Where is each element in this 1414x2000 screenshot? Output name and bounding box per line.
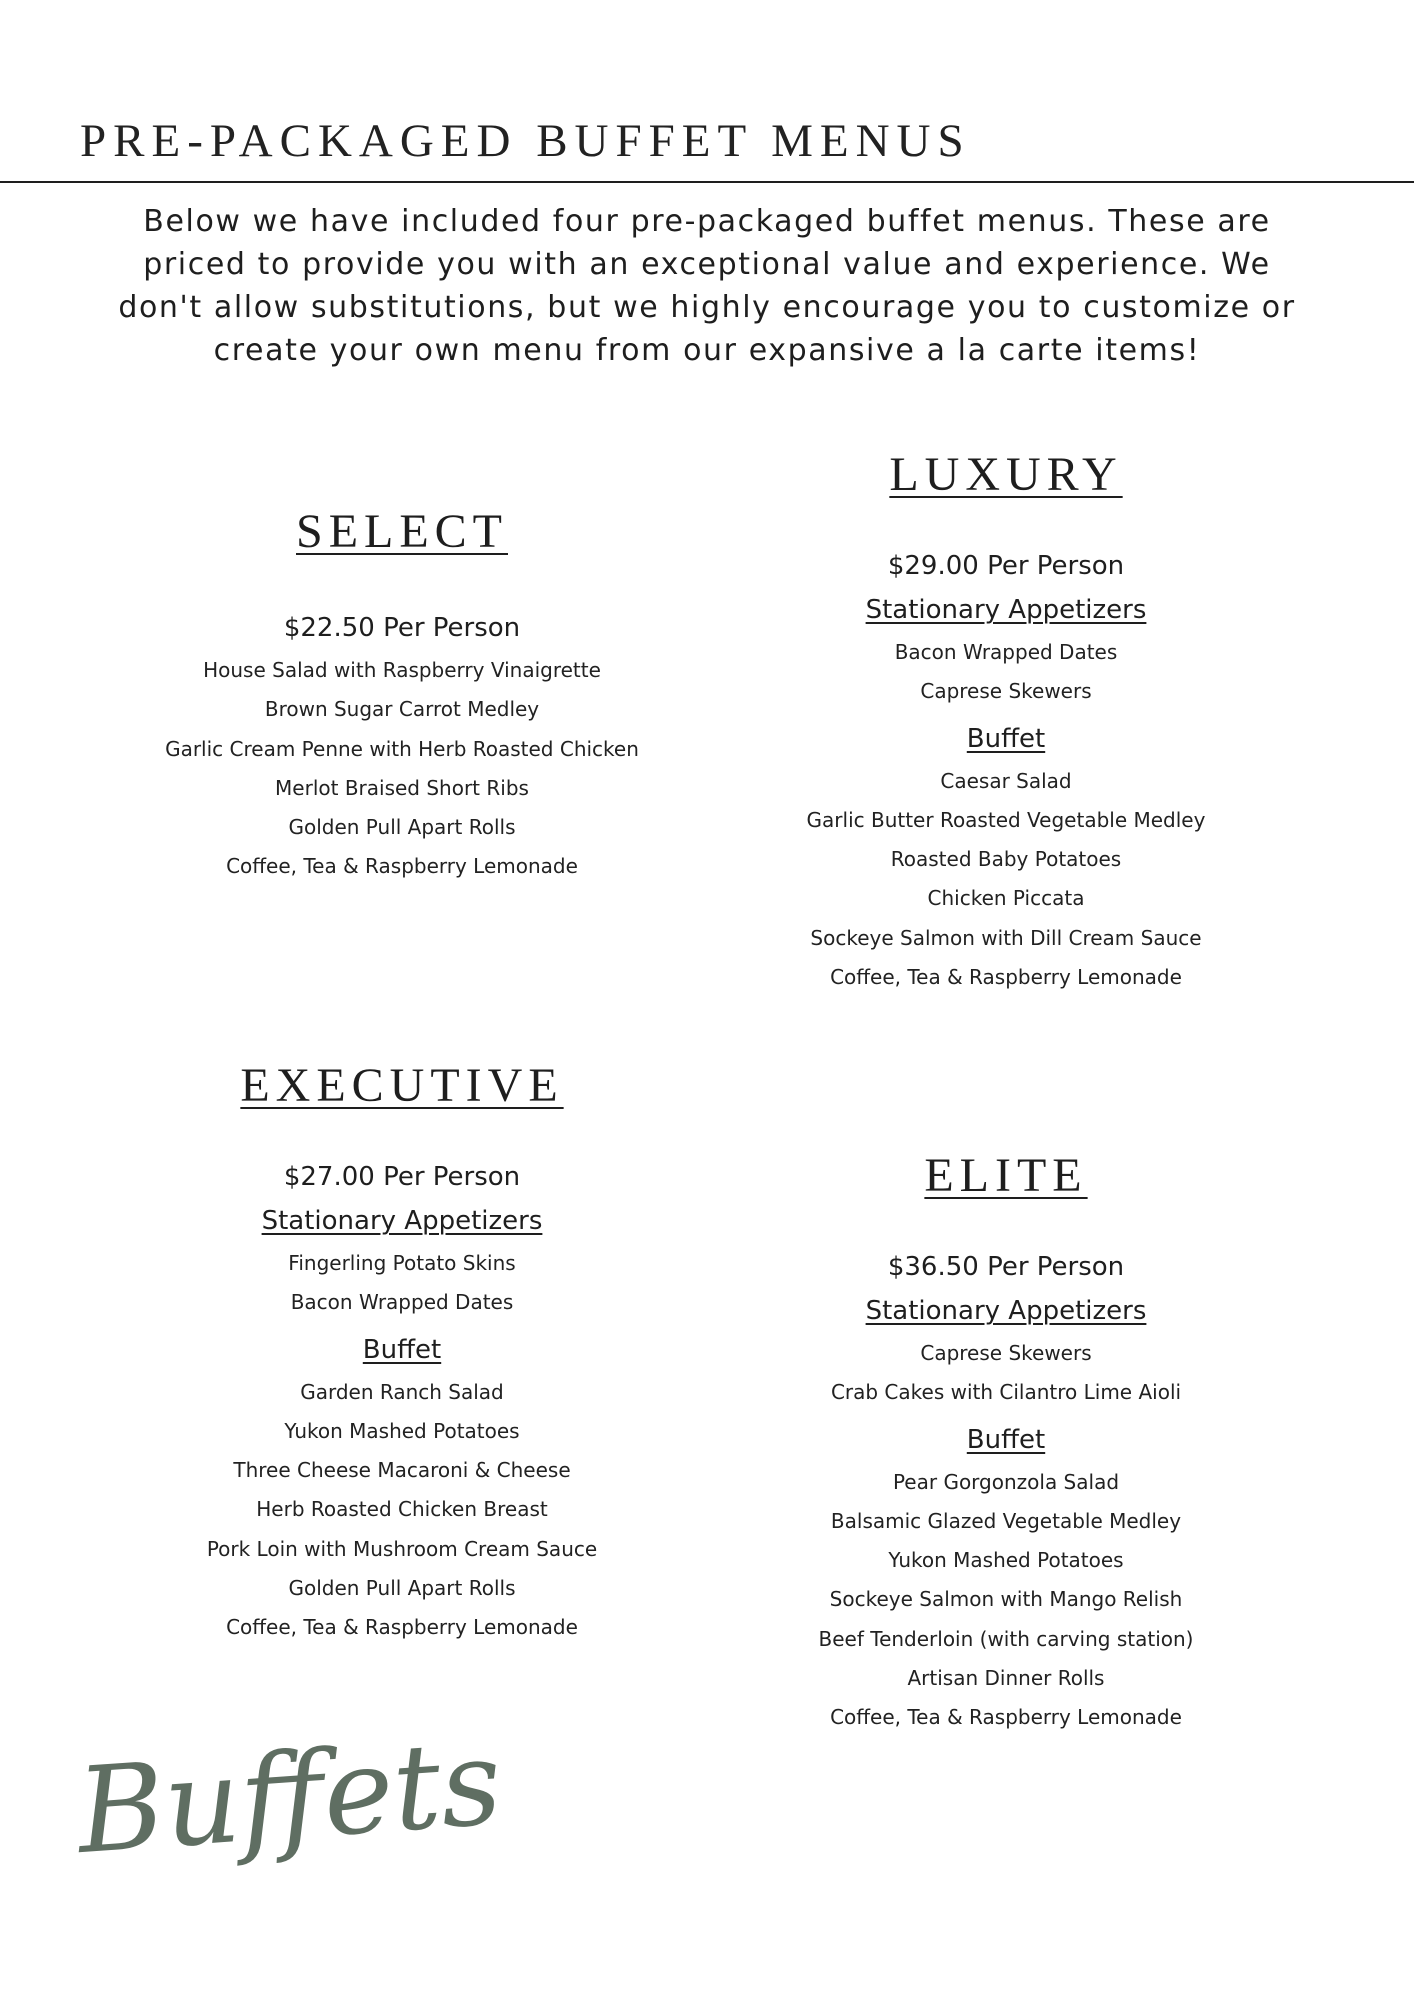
menu-item: Merlot Braised Short Ribs	[275, 775, 529, 800]
buffet-item: Chicken Piccata	[927, 886, 1085, 911]
appetizer-item: Caprese Skewers	[920, 1341, 1092, 1365]
buffet-item: Balsamic Glazed Vegetable Medley	[830, 1508, 1182, 1533]
menu-title: ELITE	[924, 1149, 1088, 1202]
buffet-item: Garden Ranch Salad	[300, 1379, 504, 1404]
appetizer-item: Bacon Wrapped Dates	[290, 1290, 514, 1315]
buffet-item: Sockeye Salmon with Dill Cream Sauce	[810, 925, 1202, 950]
menu-item: Golden Pull Apart Rolls	[288, 815, 516, 840]
menu-item: Garlic Cream Penne with Herb Roasted Chicken	[165, 736, 639, 761]
buffet-item: Golden Pull Apart Rolls	[288, 1576, 516, 1601]
buffet-item: Artisan Dinner Rolls	[907, 1666, 1105, 1691]
menu-elite	[676, 1149, 1336, 1738]
intro-paragraph: Below we have included four pre-packaged buffet menus. These are priced to provide you with an exceptional value and experience. We don't allow substitutions, but we highly encourage you to customize or create your own menu from our expansive a la carte items!	[118, 204, 1296, 368]
menu-luxury	[676, 448, 1336, 997]
buffet-heading: Buffet	[966, 1424, 1046, 1455]
menu-executive	[72, 1059, 732, 1648]
buffets-script-logo	[72, 1670, 506, 1920]
buffet-item: Garlic Butter Roasted Vegetable Medley	[806, 807, 1206, 832]
menu-select	[72, 505, 732, 887]
buffet-item: Coffee, Tea & Raspberry Lemonade	[226, 1615, 578, 1640]
appetizers-heading: Stationary Appetizers	[261, 1206, 543, 1236]
menu-title: LUXURY	[889, 448, 1123, 501]
buffet-item: Coffee, Tea & Raspberry Lemonade	[830, 965, 1182, 990]
menu-price: $29.00 Per Person	[887, 551, 1125, 581]
menu-title: SELECT	[296, 505, 508, 558]
buffet-heading: Buffet	[966, 723, 1046, 754]
buffets-script-text: Buffets	[72, 1712, 506, 1880]
menu-item: House Salad with Raspberry Vinaigrette	[203, 658, 601, 682]
appetizer-item: Fingerling Potato Skins	[288, 1251, 516, 1275]
menu-price: $27.00 Per Person	[283, 1162, 521, 1192]
menu-price: $36.50 Per Person	[887, 1252, 1125, 1282]
menu-items	[72, 651, 732, 887]
buffet-heading: Buffet	[362, 1334, 442, 1365]
appetizer-item: Crab Cakes with Cilantro Lime Aioli	[830, 1380, 1182, 1405]
menu-price: $22.50 Per Person	[283, 613, 521, 643]
buffet-item: Roasted Baby Potatoes	[890, 847, 1122, 872]
buffet-item: Yukon Mashed Potatoes	[284, 1418, 520, 1443]
appetizer-item: Caprese Skewers	[920, 679, 1092, 704]
page-title: PRE-PACKAGED BUFFET MENUS	[80, 115, 971, 167]
appetizers-heading: Stationary Appetizers	[865, 595, 1147, 625]
appetizer-item: Bacon Wrapped Dates	[894, 640, 1118, 664]
buffet-item: Beef Tenderloin (with carving station)	[818, 1626, 1194, 1651]
menu-title: EXECUTIVE	[240, 1059, 564, 1112]
menu-item: Brown Sugar Carrot Medley	[264, 697, 540, 722]
buffet-item: Herb Roasted Chicken Breast	[256, 1497, 548, 1522]
buffet-item: Pork Loin with Mushroom Cream Sauce	[206, 1536, 598, 1561]
buffet-item: Pear Gorgonzola Salad	[892, 1469, 1120, 1494]
buffet-item: Yukon Mashed Potatoes	[888, 1548, 1124, 1573]
appetizers-heading: Stationary Appetizers	[865, 1296, 1147, 1326]
menu-item: Coffee, Tea & Raspberry Lemonade	[226, 854, 578, 879]
title-divider	[0, 181, 1414, 183]
buffet-item: Three Cheese Macaroni & Cheese	[233, 1458, 571, 1483]
buffet-item: Caesar Salad	[940, 768, 1072, 793]
buffet-item: Sockeye Salmon with Mango Relish	[829, 1587, 1183, 1612]
buffet-item: Coffee, Tea & Raspberry Lemonade	[830, 1705, 1182, 1730]
